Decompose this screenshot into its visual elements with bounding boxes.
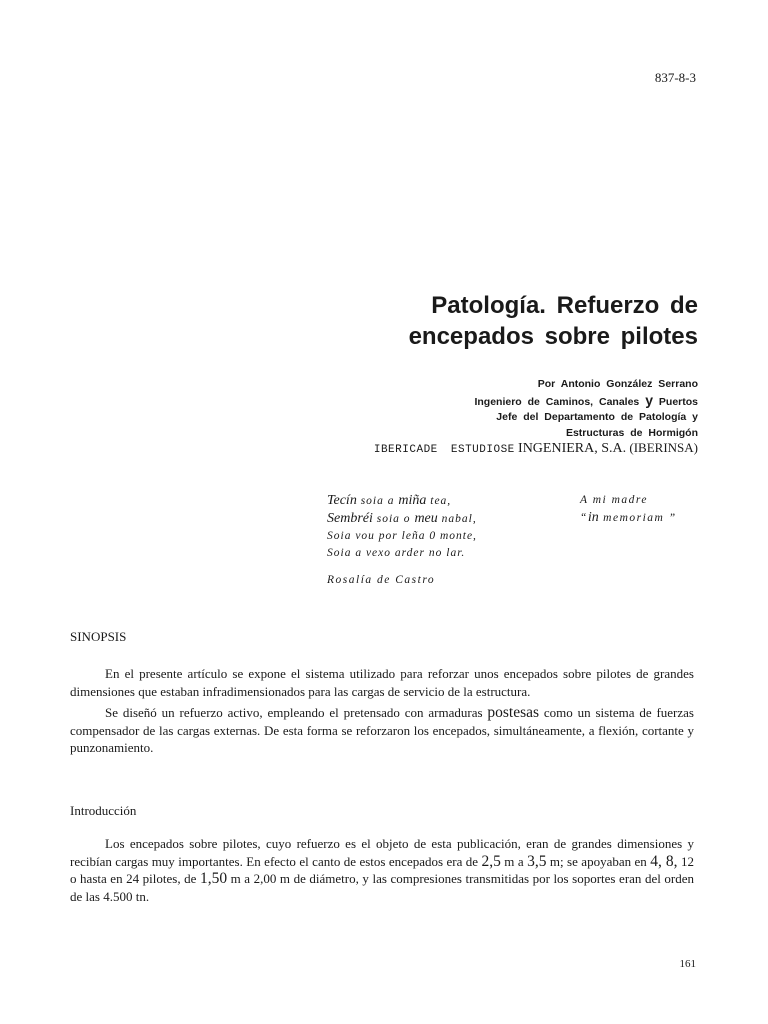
poem-author: Rosalía de Castro bbox=[327, 574, 436, 586]
sinopsis-body bbox=[70, 665, 694, 757]
author-name: Por Antonio González Serrano bbox=[537, 378, 698, 390]
company-acronym: (IBERINSA) bbox=[629, 440, 698, 455]
author-position-cont: Estructuras de Hormigón bbox=[565, 426, 698, 439]
article-title bbox=[298, 290, 698, 352]
title-line-2: encepados sobre pilotes bbox=[408, 323, 698, 350]
sinopsis-heading: SINOPSIS bbox=[70, 629, 127, 644]
intro-paragraph: Los encepados sobre pilotes, cuyo refuerzo es el objeto de esta publicación, eran de grandes dimensiones y recibían cargas muy importantes. En efecto el canto de estos encepados era de 2,5 m a 3,5 m; se apoyaban en 4, 8, 12 o hasta en 24 pilotes, de 1,50 m a 2,00 m de diámetro, y las compresiones transmitidas por los soportes eran del orden de las 4.500 tn. bbox=[70, 836, 694, 904]
intro-body bbox=[70, 835, 694, 905]
dedication-line-2: “in memoriam ” bbox=[580, 510, 677, 525]
company-prefix: IBERICADE ESTUDIOSE bbox=[373, 444, 515, 456]
dedication bbox=[580, 492, 677, 527]
sinopsis-paragraph-2: Se diseñó un refuerzo activo, empleando el pretensado con armaduras postesas como un sistema de fuerzas compensador de las cargas externas. De esta forma se reforzaron los encepados, simultáneamente, a flexión, cortante y punzonamiento. bbox=[70, 704, 694, 755]
document-code: 837-8-3 bbox=[654, 70, 696, 85]
company-name: INGENIERA, S.A. bbox=[518, 441, 627, 456]
poem-line-4: Soia a vexo arder no lar. bbox=[327, 547, 466, 559]
author-profession: Ingeniero de Caminos, Canales y Puertos bbox=[474, 391, 698, 408]
sinopsis-paragraph-1: En el presente artículo se expone el sistema utilizado para reforzar unos encepados sobre pilotes de grandes dimensiones que estaban infradimensionados para las cargas de servicio de la estructura. bbox=[70, 666, 694, 699]
author-block bbox=[298, 377, 698, 441]
poem-line-3: Soia vou por leña 0 monte, bbox=[327, 530, 477, 542]
poem-line-2: Sembréi soia o meu nabal, bbox=[327, 511, 477, 526]
company-line bbox=[98, 440, 698, 457]
page-number: 161 bbox=[679, 958, 696, 970]
author-position: Jefe del Departamento de Patología y bbox=[496, 411, 698, 423]
title-line-1: Patología. Refuerzo de bbox=[431, 292, 698, 319]
epigraph-poem bbox=[327, 492, 477, 562]
poem-line-1: Tecín soia a miña tea, bbox=[327, 493, 452, 508]
intro-heading: Introducción bbox=[70, 803, 137, 818]
dedication-line-1: A mi madre bbox=[580, 494, 649, 506]
